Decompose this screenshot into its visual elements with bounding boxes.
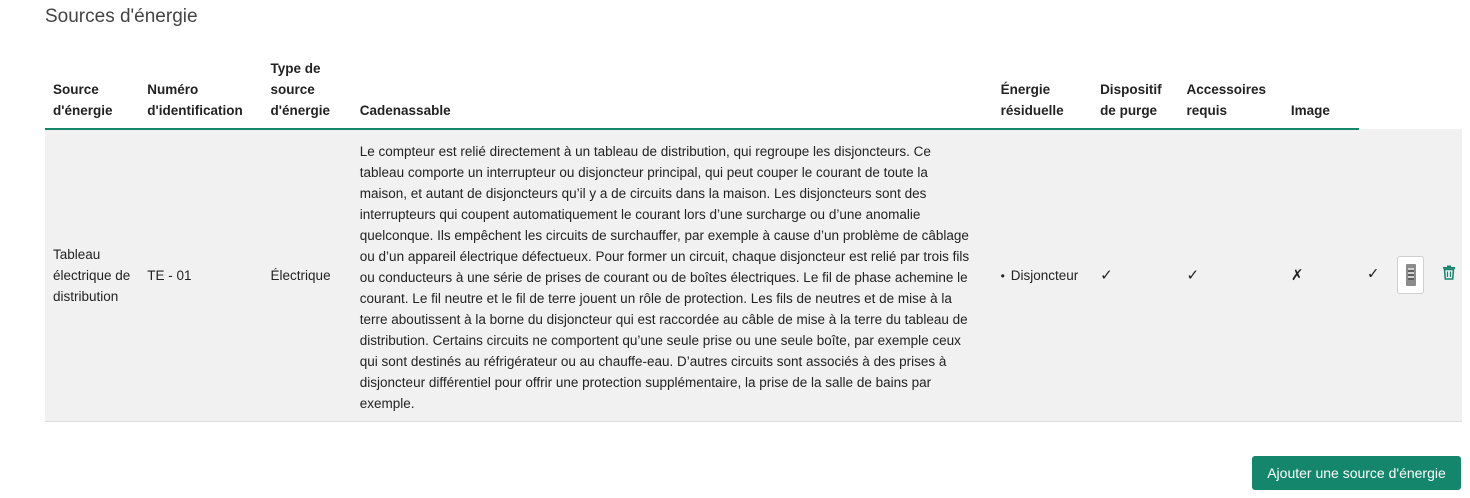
cell-purge-device — [1178, 129, 1282, 422]
column-header-source: Source d'énergie — [45, 58, 139, 129]
table-header-row — [45, 58, 1462, 129]
energy-sources-table — [45, 58, 1462, 422]
cell-residual-check — [1092, 129, 1178, 422]
cell-lockable-description: Le compteur est relié directement à un tableau de distribution, qui regroupe les disjoncteurs. Ce tableau comporte un interrupteur ou disjoncteur principal, qui peut couper le courant de toute la maison, et autant de disjoncteurs qu’il y a de circuits dans la maison. Les disjoncteurs sont des interrupteurs qui coupent automatiquement le courant lors d’une surcharge ou d’une anomalie quelconque. Ils empêchent les circuits de surchauffer, par exemple à cause d’un problème de câblage ou d’un appareil électrique défectueux. Pour former un circuit, chaque disjoncteur est relié par trois fils ou conducteurs à une série de prises de courant ou de boîtes électriques. Le fil de phase achemine le courant. Le fil neutre et le fil de terre jouent un rôle de protection. Les fils de neutres et de mise à la terre aboutissent à la borne du disjoncteur qui est raccordée au câble de mise à la terre du tableau de distribution. Certains circuits ne comportent qu’une seule prise ou une seule boîte, par exemple ceux qui sont destinés au réfrigérateur ou au chauffe-eau. D’autres circuits sont associés à des prises à disjoncteur différentiel pour offrir une protection supplémentaire, la prise de la salle de bains par exemple. — [359, 144, 970, 411]
cell-source: Tableau électrique de distribution — [53, 247, 131, 304]
cell-image-actions — [1359, 129, 1462, 422]
table-row — [45, 129, 1462, 422]
column-header-id: Numéro d'identification — [139, 58, 262, 129]
cell-residual-energy — [993, 129, 1093, 422]
trash-icon[interactable] — [1442, 265, 1456, 286]
column-header-lockable: Cadenassable — [352, 58, 993, 129]
add-energy-source-button[interactable]: Ajouter une source d'énergie — [1252, 456, 1461, 490]
purge-check-mark: ✓ — [1186, 267, 1200, 284]
residual-energy-list — [1001, 265, 1093, 287]
column-header-residual-energy: Énergie résiduelle — [993, 58, 1093, 129]
cell-id: TE - 01 — [147, 268, 192, 283]
column-header-image: Image — [1283, 58, 1359, 129]
accessories-cross-mark: ✗ — [1290, 267, 1304, 284]
electrical-panel-thumbnail[interactable] — [1397, 256, 1424, 294]
column-header-type: Type de source d'énergie — [263, 58, 352, 129]
image-check-mark: ✓ — [1366, 265, 1380, 283]
residual-check-mark: ✓ — [1100, 267, 1113, 284]
residual-energy-item: • Disjoncteur — [1001, 265, 1093, 287]
cell-accessories — [1283, 129, 1359, 422]
column-header-actions — [1359, 58, 1462, 129]
column-header-purge-device: Dispositif de purge — [1092, 58, 1178, 129]
cell-type: Électrique — [270, 268, 331, 283]
section-title: Sources d'énergie — [45, 6, 198, 27]
electrical-panel-icon — [1406, 264, 1416, 286]
column-header-accessories: Accessoires requis — [1178, 58, 1282, 129]
